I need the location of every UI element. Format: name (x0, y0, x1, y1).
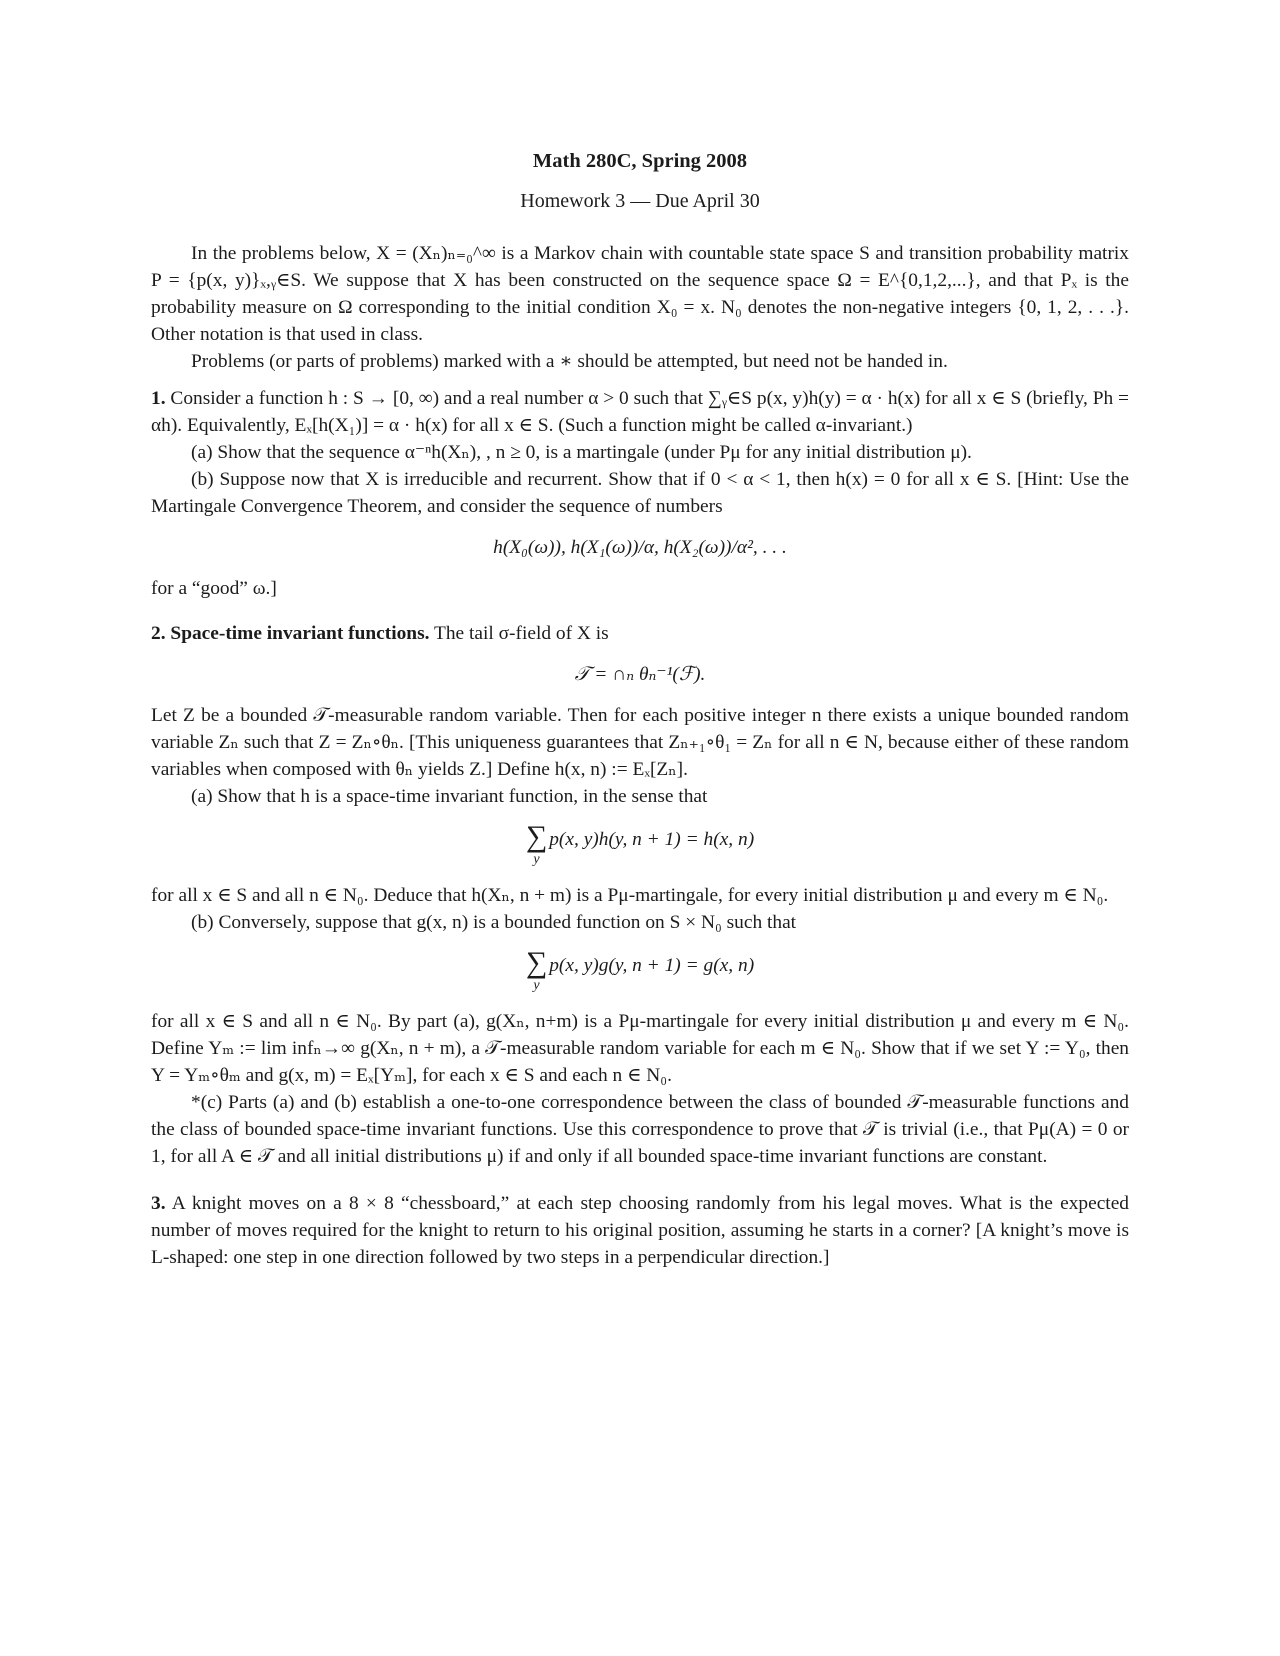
problem-1-text: Consider a function h : S → [0, ∞) and a real number α > 0 such that ∑ᵧ∈S p(x, y)h(y) = α · h(x) for all x ∈ S (briefly, Ph = αh). Equivalently, Eₓ[h(X₁)] = α · h(x) for all x ∈ S. (Such a function might be called α-invariant.) (151, 388, 1129, 436)
problem-2-after-b: for all x ∈ S and all n ∈ N₀. By part (a), g(Xₙ, n+m) is a Pμ-martingale for every initial distribution μ and every m ∈ N₀. Define Yₘ := lim infₙ→∞ g(Xₙ, n + m), a 𝒯-measurable random variable for each m ∈ N₀. Show that if we set Y := Y₀, then Y = Yₘ∘θₘ and g(x, m) = Eₓ[Yₘ], for each x ∈ S and each n ∈ N₀. (151, 1011, 1129, 1086)
problem-1-part-a: (a) Show that the sequence α⁻ⁿh(Xₙ), , n ≥ 0, is a martingale (under Pμ for any initial distribution μ). (191, 442, 972, 463)
problem-2-part-b: (b) Conversely, suppose that g(x, n) is a bounded function on S × N₀ such that (191, 912, 797, 933)
problem-2-part-c: *(c) Parts (a) and (b) establish a one-to-one correspondence between the class of bounded 𝒯-measurable functions and the class of bounded space-time invariant functions. Use this correspondence to prove that 𝒯 is trivial (i.e., that Pμ(A) = 0 or 1, for all A ∈ 𝒯 and all initial distributions μ) if and only if all bounded space-time invariant functions are constant. (151, 1092, 1129, 1167)
problem-2-after-a: for all x ∈ S and all n ∈ N₀. Deduce that h(Xₙ, n + m) is a Pμ-martingale, for every initial distribution μ and every m ∈ N₀. (151, 885, 1109, 906)
problem-2-heading: Space-time invariant functions. (170, 623, 430, 644)
problem-3-number: 3. (151, 1193, 166, 1214)
problem-2-display-3 (151, 948, 1129, 994)
problem-1 (151, 385, 1129, 439)
problem-1-number: 1. (151, 388, 166, 409)
problem-3-text: A knight moves on a 8 × 8 “chessboard,” at each step choosing randomly from his legal moves. What is the expected number of moves required for the knight to return to his original position, assuming he starts in a corner? [A knight’s move is L-shaped: one step in one direction followed by two steps in a perpendicular direction.] (151, 1193, 1129, 1268)
problem-2-display-1: 𝒯 = ∩ₙ θₙ⁻¹(ℱ). (574, 664, 706, 685)
document-subtitle: Homework 3 — Due April 30 (520, 190, 760, 212)
document-body (151, 240, 1129, 1271)
problem-3 (151, 1190, 1129, 1271)
problem-2-number: 2. (151, 623, 166, 644)
problem-2 (151, 620, 1129, 647)
problem-2-part-a: (a) Show that h is a space-time invariant function, in the sense that (191, 786, 708, 807)
problem-2-display-2 (151, 822, 1129, 868)
problem-2-paragraph: Let Z be a bounded 𝒯-measurable random variable. Then for each positive integer n there exists a unique bounded random variable Zₙ such that Z = Zₙ∘θₙ. [This uniqueness guarantees that Zₙ₊₁∘θ₁ = Zₙ for all n ∈ N, because either of these random variables when composed with θₙ yields Z.] Define h(x, n) := Eₓ[Zₙ]. (151, 705, 1129, 780)
problem-2-equation-2: p(x, y)h(y, n + 1) = h(x, n) (549, 829, 755, 850)
document-title: Math 280C, Spring 2008 (532, 150, 748, 172)
problem-2-text: The tail σ-field of X is (433, 623, 609, 644)
summation-symbol: ∑ y (525, 946, 548, 993)
intro-paragraph: In the problems below, X = (Xₙ)ₙ₌₀^∞ is a Markov chain with countable state space S and transition probability matrix P = {p(x, y)}ₓ,ᵧ∈S. We suppose that X has been constructed on the sequence space Ω = E^{0,1,2,...}, and that Pₓ is the probability measure on Ω corresponding to the initial condition X₀ = x. N₀ denotes the non-negative integers {0, 1, 2, . . .}. Other notation is that used in class. (151, 243, 1129, 345)
problem-1-part-b: (b) Suppose now that X is irreducible and recurrent. Show that if 0 < α < 1, then h(x) = 0 for all x ∈ S. [Hint: Use the Martingale Convergence Theorem, and consider the sequence of numbers (151, 469, 1129, 517)
problem-2-equation-3: p(x, y)g(y, n + 1) = g(x, n) (549, 955, 755, 976)
problem-1-display: h(X₀(ω)), h(X₁(ω))/α, h(X₂(ω))/α², . . . (493, 537, 787, 558)
summation-symbol: ∑ y (525, 820, 548, 867)
problem-1-after: for a “good” ω.] (151, 578, 277, 599)
intro-note: Problems (or parts of problems) marked with a ∗ should be attempted, but need not be handed in. (191, 351, 948, 372)
